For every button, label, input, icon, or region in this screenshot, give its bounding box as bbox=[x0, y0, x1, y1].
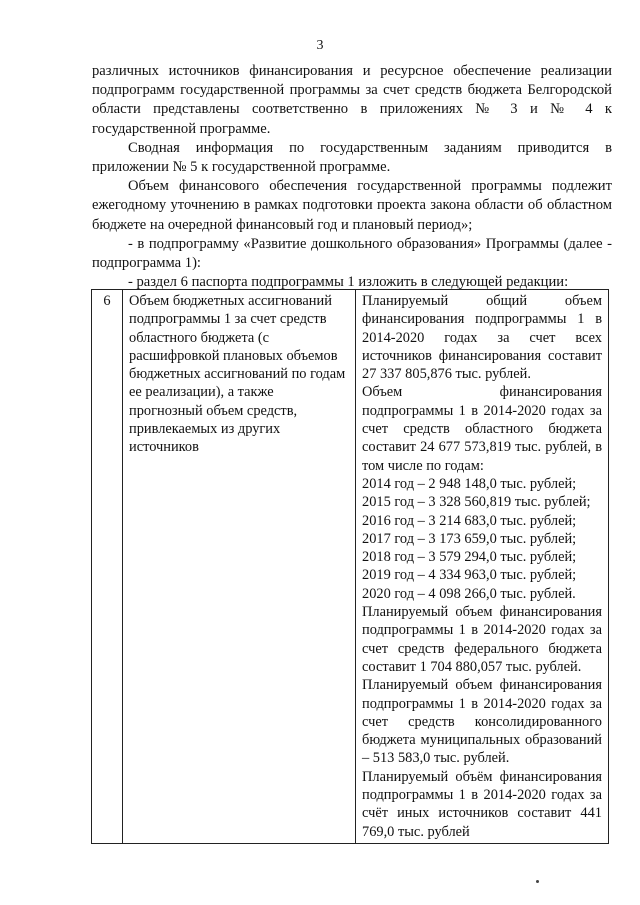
passport-table bbox=[91, 289, 609, 844]
year-amount-line: 2017 год – 3 173 659,0 тыс. рублей; bbox=[362, 530, 577, 547]
intro-paragraph: - в подпрограмму «Развитие дошкольного образования» Программы (далее - подпрограмма 1): bbox=[92, 235, 612, 272]
year-amount-line: 2020 год – 4 098 266,0 тыс. рублей. bbox=[362, 585, 576, 602]
page-number: 3 bbox=[316, 38, 324, 53]
regional-financing-text: Объем финансирования подпрограммы 1 в 2014-2020 годах за счет средств областного бюджета составит 24 677 573,819 тыс. рублей, в том числе по годам: bbox=[362, 384, 602, 474]
intro-paragraph: Сводная информация по государственным заданиям приводится в приложении № 5 к государственной программе. bbox=[92, 139, 612, 176]
row-name-cell: Объем бюджетных ассигнований подпрограммы 1 за счет средств областного бюджета (с расшифровкой плановых объемов бюджетных ассигнований по годам ее реализации), а также прогнозный объем средств, привлекаемых из других источников bbox=[123, 290, 356, 844]
total-financing-text: Планируемый общий объем финансирования подпрограммы 1 в 2014-2020 годах за счет всех источников финансирования составит 27 337 805,876 тыс. рублей. bbox=[362, 293, 602, 383]
year-amount-line: 2019 год – 4 334 963,0 тыс. рублей; bbox=[362, 567, 577, 584]
year-amount-line: 2018 год – 3 579 294,0 тыс. рублей; bbox=[362, 549, 577, 566]
municipal-financing-text: Планируемый объем финансирования подпрограммы 1 в 2014-2020 годах за счет средств консолидированного бюджета муниципальных образований – 513 583,0 тыс. рублей. bbox=[362, 677, 602, 767]
federal-financing-text: Планируемый объем финансирования подпрограммы 1 в 2014-2020 годах за счет средств федерального бюджета составит 1 704 880,057 тыс. рублей. bbox=[362, 604, 602, 675]
intro-text bbox=[92, 62, 612, 292]
intro-paragraph: различных источников финансирования и ресурсное обеспечение реализации подпрограмм государственной программы за счет средств бюджета Белгородской области представлены соответственно в приложениях № 3 и № 4 к государственной программе. bbox=[92, 63, 612, 137]
intro-paragraph: - раздел 6 паспорта подпрограммы 1 изложить в следующей редакции: bbox=[128, 274, 569, 291]
year-amount-line: 2014 год – 2 948 148,0 тыс. рублей; bbox=[362, 475, 577, 492]
year-amount-line: 2015 год – 3 328 560,819 тыс. рублей; bbox=[362, 494, 591, 511]
intro-paragraph: Объем финансового обеспечения государственной программы подлежит ежегодному уточнению в рамках подготовки проекта закона области об областном бюджете на очередной финансовый год и плановый период»; bbox=[92, 178, 612, 233]
row-value-cell bbox=[356, 290, 609, 844]
other-financing-text: Планируемый объём финансирования подпрограммы 1 в 2014-2020 годах за счёт иных источников составит 441 769,0 тыс. рублей bbox=[362, 768, 602, 840]
table-row bbox=[92, 290, 609, 844]
row-number-cell: 6 bbox=[92, 290, 123, 844]
scan-dot bbox=[536, 880, 539, 883]
year-amount-line: 2016 год – 3 214 683,0 тыс. рублей; bbox=[362, 512, 577, 529]
